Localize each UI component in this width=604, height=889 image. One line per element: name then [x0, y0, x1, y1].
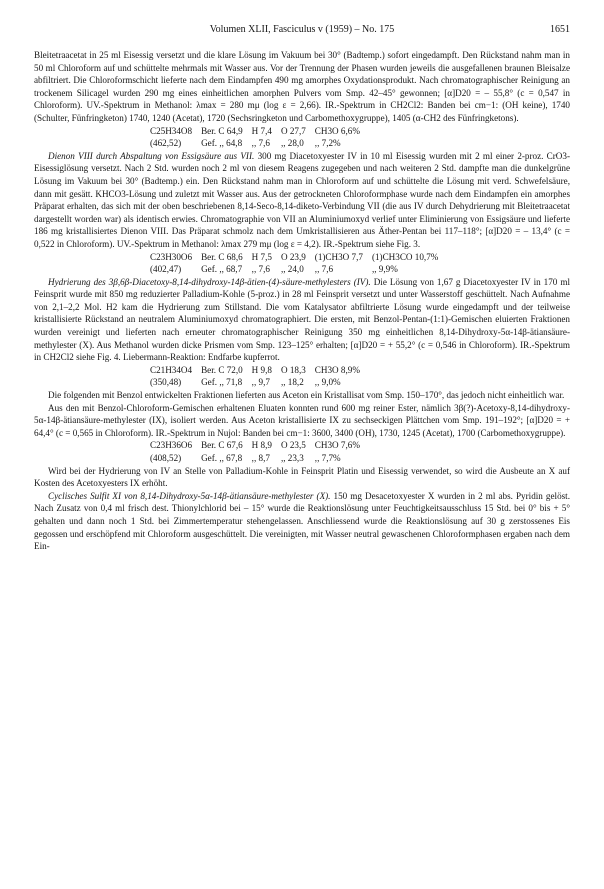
analysis-cell: O 23,9: [280, 251, 306, 262]
analysis-cell: ,, 28,0: [280, 138, 304, 149]
analysis-cell: Ber. C 64,9: [201, 125, 243, 136]
analysis-cell: H 7,4: [251, 125, 272, 136]
analysis-cell: CH3O 7,6%: [314, 440, 360, 451]
analysis-cell: Gef. ,, 71,8: [201, 377, 243, 388]
analysis-row-calculated: [150, 251, 447, 264]
analysis-row-calculated: [150, 439, 369, 452]
running-title: Volumen XLII, Fasciculus v (1959) – No. 175: [209, 24, 395, 35]
analysis-cell: Ber. C 72,0: [201, 364, 243, 375]
analysis-cell: CH3O 6,6%: [314, 125, 360, 136]
analysis-cell: ,, 9,0%: [314, 377, 341, 388]
analysis-cell: (1)CH3O 7,7: [314, 251, 363, 262]
analysis-cell: CH3O 8,9%: [314, 364, 360, 375]
elemental-analysis-table: [150, 364, 369, 389]
section-heading: Cyclisches Sulfit XI von 8,14-Dihydroxy-5α-14β-ätiansäure-methylester (X).: [48, 490, 331, 501]
analysis-row-calculated: [150, 364, 369, 377]
analysis-cell: Gef. ,, 68,7: [201, 264, 243, 275]
analysis-cell: (462,52): [150, 138, 182, 149]
analysis-cell: H 7,5: [251, 251, 272, 262]
paragraph-oxidation-workup: Bleitetraacetat in 25 ml Eisessig versetzt und die klare Lösung im Vakuum bei 30° (Badtemp.) sofort eingedampft. Den Rückstand nahm man in 50 ml Chloroform auf und schüttelte mehrmals mit Wasser aus. Vor der Trennung der Phasen wurden jeweils die ausgefallenen braunen Bleisalze abfiltriert. Die Chloroformschicht lieferte nach dem Eindampfen 490 mg amorphes Oxydationsprodukt. Nach chromatographischer Reinigung an trockenem Silicagel wurden 290 mg eines einheitlichen amorphen Pulvers vom Smp. 42–45° gewonnen; [α]D20 = – 55,8° (c = 0,547 in Chloroform). UV.-Spektrum in Methanol: λmax = 280 mμ (log ε = 2,66). IR.-Spektrum in CH2Cl2: Banden bei cm−1: (OH keine), 1740 (Schulter, Fünfringketon) 1740, 1240 (Acetat), 1720 (Sechsringketon und Carbomethoxygruppe), 1405 (α-CH2 des Fünfringketons).: [34, 50, 570, 123]
analysis-cell: O 27,7: [280, 125, 306, 136]
analysis-cell: ,, 9,9%: [371, 264, 398, 275]
analysis-cell: (408,52): [150, 453, 182, 463]
elemental-analysis-table: [150, 125, 369, 150]
analysis-cell: ,, 7,6: [314, 264, 334, 275]
paragraph-body: 150 mg Desacetoxyester X wurden in 2 ml abs. Pyridin gelöst. Nach Zusatz von 0,4 ml frisch dest. Thionylchlorid bei – 15° wurde die Reaktionslösung unter Feuchtigkeitsausschluss 15 Std. bei 0° bis + 5° gehalten und dann noch 1 Std. bei Zimmertemperatur stehengelassen. Anschliessend wurde die Reaktionslösung auf 30 g zerstossenes Eis gegossen und erschöpfend mit Chloroform ausgeschüttelt. Die vereinigten, mit Wasser neutral gewaschenen Chloroformphasen ergaben nach dem Ein-: [34, 490, 571, 552]
analysis-cell: ,, 7,2%: [314, 138, 341, 149]
paragraph-cyclisches-sulfit: [34, 490, 570, 553]
analysis-cell: Gef. ,, 64,8: [201, 138, 243, 149]
analysis-cell: ,, 7,6: [251, 264, 270, 275]
analysis-cell: Ber. C 67,6: [201, 440, 243, 451]
paragraph-platin: Wird bei der Hydrierung von IV an Stelle von Palladium-Kohle in Feinsprit Platin und Eisessig verwendet, so wird die Ausbeute an X auf Kosten des Acetoxyesters IX erhöht.: [34, 465, 570, 489]
paragraph-body: 300 mg Diacetoxyester IV in 10 ml Eisessig wurden mit 2 ml einer 2-proz. CrO3-Eisessiglösung versetzt. Nach 2 Std. wurden noch 2 ml von diesem Reagens zugegeben und nach weiteren 2 Std. dampfte man die dunkelgrüne Lösung im Vakuum bei 30° (Badtemp.) ein. Den Rückstand nahm man in Chloroform auf und schüttelte die Lösung mit verd. Schwefelsäure, dann mit gesätt. KHCO3-Lösung und zuletzt mit Wasser aus. Aus der getrockneten Chloroformphase wurde nach dem Eindampfen ein amorphes Präparat erhalten, das sich mit der oben beschriebenen 8,14-Seco-8,14-diketo-Verbindung VII (die aus IV durch Dehydrierung mit Bleitetraacetat dargestellt worden war) als identisch erwies. Chromatographie von VII an Aluminiumoxyd verlief unter Eliminierung von Essigsäure und lieferte 186 mg kristallisiertes Dienon VIII. Das Präparat schmolz nach dem Umkristallisieren aus Äther-Pentan bei 117–118°; [α]D20 = – 13,4° (c = 0,522 in Chloroform). UV.-Spektrum in Methanol: λmax 279 mμ (log ε = 4,2). IR.-Spektrum siehe Fig. 3.: [34, 150, 571, 249]
analysis-cell: ,, 23,3: [280, 453, 304, 463]
analysis-cell: (1)CH3CO 10,7%: [371, 251, 439, 262]
paragraph-benzol-fraktionen: Die folgenden mit Benzol entwickelten Fraktionen lieferten aus Aceton ein Kristallisat vom Smp. 150–170°, das jedoch nicht einheitlich war.: [48, 390, 565, 401]
analysis-cell: ,, 9,7: [251, 377, 270, 388]
section-heading: Dienon VIII durch Abspaltung von Essigsäure aus VII.: [48, 150, 255, 161]
analysis-cell: Ber. C 68,6: [201, 251, 243, 262]
analysis-cell: C23H36O6: [150, 440, 193, 451]
analysis-cell: ,, 8,7: [251, 453, 270, 463]
analysis-row-calculated: [150, 125, 369, 138]
paragraph-body: Die Lösung von 1,67 g Diacetoxyester IV in 170 ml Feinsprit wurde mit 850 mg reduzierter Palladium-Kohle (5-proz.) in 28 ml Feinsprit versetzt und unter Wasserstoff geschüttelt. Nach Aufnahme von 2,1–2,2 Mol. H2 kam die Hydrierung zum Stillstand. Die vom Katalysator abfiltrierte Lösung wurde eingedampft und der teilweise kristallisierte Rückstand an neutralem Aluminiumoxyd chromatographiert. Die ersten, mit Benzol-Pentan-(1:1)-Gemischen eluierten Fraktionen wurden vereinigt und lieferten nach erneuter chromatographischer Reinigung 350 mg einheitlichen 8,14-Dihydroxy-5α-14β-ätiansäure-methylester (X). Aus Methanol wurden dicke Prismen vom Smp. 123–125° erhalten; [α]D20 = + 55,2° (c = 0,546 in Chloroform). IR.-Spektrum in CH2Cl2 siehe Fig. 4. Liebermann-Reaktion: Endfarbe kupferrot.: [34, 276, 570, 363]
analysis-cell: O 23,5: [280, 440, 306, 451]
analysis-cell: C23H30O6: [150, 251, 193, 262]
analysis-row-found: [150, 452, 369, 465]
analysis-cell: (350,48): [150, 377, 182, 388]
analysis-row-found: [150, 263, 447, 276]
analysis-cell: ,, 18,2: [280, 377, 304, 388]
analysis-cell: Gef. ,, 67,8: [201, 453, 243, 463]
paragraph-acetoxyester: Aus den mit Benzol-Chloroform-Gemischen erhaltenen Eluaten konnten rund 600 mg reiner Ester, nämlich 3β(?)-Acetoxy-8,14-dihydroxy-5α-14β-ätiansäure-methylester (IX), isoliert werden. Aus Aceton kristallisierte IX zu sechseckigen Plättchen vom Smp. 191–192°; [α]D20 = + 64,4° (c = 0,565 in Chloroform). IR.-Spektrum in Nujol: Banden bei cm−1: 3600, 3400 (OH), 1730, 1245 (Acetat), 1700 (Carbomethoxygruppe).: [34, 402, 570, 438]
analysis-cell: (402,47): [150, 264, 182, 275]
analysis-cell: H 9,8: [251, 364, 272, 375]
analysis-cell: H 8,9: [251, 440, 272, 451]
page-number: 1651: [550, 24, 570, 35]
page-header: [34, 24, 570, 38]
section-heading: Hydrierung des 3β,6β-Diacetoxy-8,14-dihydroxy-14β-ätien-(4)-säure-methylesters (IV).: [48, 276, 371, 287]
paragraph-hydrierung: [34, 276, 570, 364]
analysis-row-found: [150, 137, 369, 150]
elemental-analysis-table: [150, 251, 447, 276]
analysis-cell: C25H34O8: [150, 125, 193, 136]
analysis-cell: ,, 7,7%: [314, 453, 341, 463]
analysis-cell: C21H34O4: [150, 364, 193, 375]
analysis-cell: ,, 7,6: [251, 138, 270, 149]
paragraph-dienon: [34, 150, 570, 251]
analysis-row-found: [150, 376, 369, 389]
analysis-cell: ,, 24,0: [280, 264, 304, 275]
elemental-analysis-table: [150, 439, 369, 464]
analysis-cell: O 18,3: [280, 364, 306, 375]
